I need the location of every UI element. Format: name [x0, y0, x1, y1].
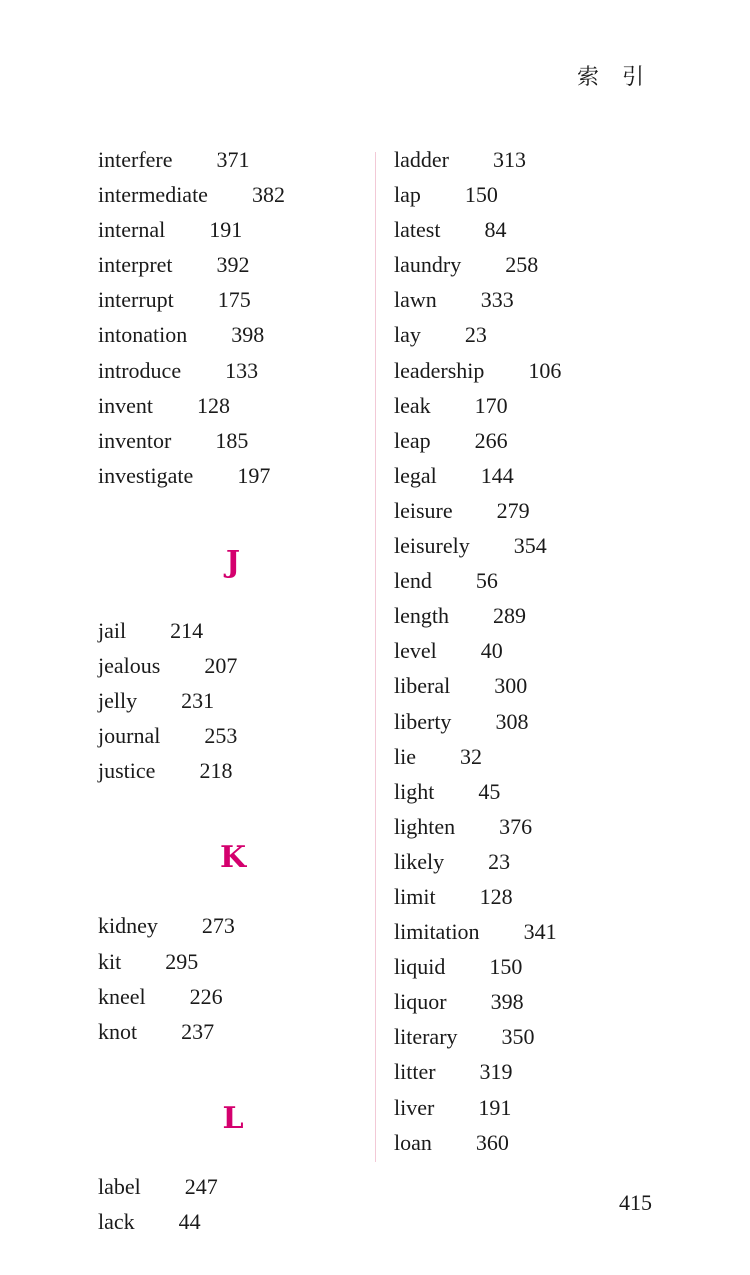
index-entry: [394, 142, 694, 177]
index-page-number: 398: [490, 989, 524, 1015]
index-word: internal: [98, 217, 166, 243]
index-word: investigate: [98, 462, 194, 488]
index-word: jail: [98, 617, 127, 643]
index-page-number: 295: [165, 948, 199, 974]
index-entry: [394, 879, 694, 914]
index-page-number: 40: [480, 638, 503, 664]
index-entry: [394, 914, 694, 949]
letter-heading-k: K: [219, 840, 247, 876]
index-word: ladder: [394, 147, 449, 172]
index-entry: [98, 177, 368, 212]
index-page-number: 175: [217, 287, 251, 313]
index-page-number: 84: [484, 217, 507, 243]
index-page-number: 300: [494, 673, 528, 699]
index-word: lend: [394, 568, 432, 594]
index-page-number: 371: [216, 147, 250, 172]
index-word: leisure: [394, 497, 453, 523]
index-page-number: 313: [492, 147, 526, 172]
index-word: intermediate: [98, 182, 208, 208]
index-word: level: [394, 638, 437, 664]
index-page-number: 279: [496, 497, 530, 523]
index-page-number: 44: [178, 1208, 201, 1234]
right-column: [394, 142, 694, 1160]
index-word: likely: [394, 848, 445, 874]
index-page-number: 133: [225, 357, 259, 383]
index-page-number: 32: [460, 743, 482, 769]
index-entry: [98, 212, 368, 247]
index-page-number: 392: [216, 252, 250, 278]
index-word: knot: [98, 1018, 138, 1044]
section-header: 索 引: [577, 65, 652, 90]
index-page-number: 231: [181, 688, 215, 714]
index-entry: [394, 317, 694, 352]
index-entry: [98, 908, 368, 943]
index-page-number: 23: [464, 322, 487, 348]
index-page-number: 226: [189, 983, 223, 1009]
index-entry: [98, 142, 368, 177]
index-entry: [394, 984, 694, 1019]
index-entry: [98, 247, 368, 282]
index-word: light: [394, 778, 435, 804]
index-entry: [98, 353, 368, 388]
index-page-number: 308: [495, 708, 529, 734]
index-word: intonation: [98, 322, 188, 348]
index-word: latest: [394, 217, 441, 243]
index-page-number: 341: [523, 919, 557, 945]
index-word: lack: [98, 1208, 135, 1234]
index-word: interfere: [98, 147, 173, 172]
index-word: introduce: [98, 357, 182, 383]
index-page-number: 273: [201, 913, 235, 939]
index-word: literary: [394, 1024, 458, 1050]
index-page-number: 350: [501, 1024, 535, 1050]
index-page-number: 319: [479, 1059, 513, 1085]
index-page-number: 214: [170, 617, 204, 643]
index-page-number: 382: [251, 182, 285, 208]
index-entry: [98, 458, 368, 493]
index-word: jealous: [98, 653, 161, 679]
index-page-number: 398: [231, 322, 265, 348]
index-word: liquid: [394, 954, 446, 980]
index-word: leak: [394, 392, 431, 418]
index-page-number: 191: [478, 1094, 512, 1120]
index-word: limit: [394, 883, 436, 909]
index-page-number: 45: [478, 778, 501, 804]
index-page-number: 23: [488, 848, 511, 874]
index-entry: [98, 944, 368, 979]
index-entry: [98, 753, 368, 788]
letter-heading-l: L: [222, 1100, 244, 1136]
index-word: inventor: [98, 427, 172, 453]
index-entry: [394, 423, 694, 458]
index-entry: [394, 774, 694, 809]
letter-heading-j: J: [225, 544, 241, 580]
index-page-number: 266: [474, 427, 508, 453]
index-entry: [394, 563, 694, 598]
index-entry: [394, 353, 694, 388]
index-word: leap: [394, 427, 431, 453]
index-page-number: 106: [528, 357, 562, 383]
index-word: lay: [394, 322, 421, 348]
index-page-number: 170: [474, 392, 508, 418]
index-entry: [394, 177, 694, 212]
index-word: legal: [394, 462, 437, 488]
index-word: label: [98, 1173, 141, 1199]
index-entry: [394, 1054, 694, 1089]
index-entry: [394, 949, 694, 984]
index-page-number: 185: [215, 427, 249, 453]
column-divider: [375, 152, 376, 1162]
page-number: 415: [619, 1190, 652, 1215]
index-entry: [394, 458, 694, 493]
index-page-number: 150: [489, 954, 523, 980]
index-entry: [98, 718, 368, 753]
index-word: journal: [98, 723, 161, 749]
index-entry: [394, 668, 694, 703]
index-entry: [98, 648, 368, 683]
index-entry: [394, 212, 694, 247]
index-word: liberal: [394, 673, 451, 699]
index-entry: [394, 704, 694, 739]
index-entry: [98, 282, 368, 317]
index-word: invent: [98, 392, 153, 418]
index-word: kneel: [98, 983, 146, 1009]
index-word: lie: [394, 743, 416, 769]
index-entry: [394, 388, 694, 423]
index-entry: [394, 247, 694, 282]
index-entry: [394, 1090, 694, 1125]
index-entry: [98, 317, 368, 352]
index-word: length: [394, 603, 449, 629]
index-entry: [98, 388, 368, 423]
index-word: lighten: [394, 813, 456, 839]
index-page-number: 144: [480, 462, 514, 488]
index-entry: [394, 528, 694, 563]
index-word: litter: [394, 1059, 436, 1085]
index-entry: [394, 598, 694, 633]
index-word: jelly: [98, 688, 138, 714]
index-word: lawn: [394, 287, 437, 313]
index-page-number: 218: [199, 758, 233, 784]
index-word: interpret: [98, 252, 173, 278]
index-page-number: 247: [184, 1173, 218, 1199]
index-entry: [394, 809, 694, 844]
index-page-number: 150: [464, 182, 498, 208]
index-page-number: 237: [181, 1018, 215, 1044]
index-entry: [98, 683, 368, 718]
index-entry: [394, 1125, 694, 1160]
index-word: loan: [394, 1129, 432, 1155]
index-entry: [394, 844, 694, 879]
index-word: liberty: [394, 708, 452, 734]
left-column: [98, 142, 368, 1239]
index-word: kit: [98, 948, 122, 974]
index-entry: [394, 1019, 694, 1054]
index-word: kidney: [98, 913, 158, 939]
index-entry: [394, 493, 694, 528]
index-page-number: 56: [475, 568, 498, 594]
index-word: leadership: [394, 357, 485, 383]
index-page-number: 333: [480, 287, 514, 313]
index-page-number: 128: [479, 883, 513, 909]
index-entry: [394, 739, 694, 774]
index-entry: [98, 1169, 368, 1204]
index-page-number: 253: [204, 723, 238, 749]
index-page-number: 360: [475, 1129, 509, 1155]
index-word: lap: [394, 182, 421, 208]
index-entry: [98, 1204, 368, 1239]
index-page-number: 354: [513, 533, 547, 559]
index-page-number: 376: [499, 813, 533, 839]
index-entry: [394, 633, 694, 668]
index-word: justice: [98, 758, 156, 784]
index-word: interrupt: [98, 287, 174, 313]
index-word: leisurely: [394, 533, 470, 559]
index-entry: [98, 423, 368, 458]
index-entry: [394, 282, 694, 317]
index-page-number: 128: [197, 392, 230, 418]
index-word: liver: [394, 1094, 435, 1120]
index-page-number: 258: [505, 252, 539, 278]
index-word: liquor: [394, 989, 447, 1015]
index-word: laundry: [394, 252, 462, 278]
index-entry: [98, 613, 368, 648]
index-page-number: 289: [493, 603, 526, 629]
index-page-number: 197: [237, 462, 271, 488]
index-entry: [98, 1014, 368, 1049]
index-page-number: 191: [209, 217, 243, 243]
index-entry: [98, 979, 368, 1014]
index-word: limitation: [394, 919, 480, 945]
index-page-number: 207: [204, 653, 238, 679]
